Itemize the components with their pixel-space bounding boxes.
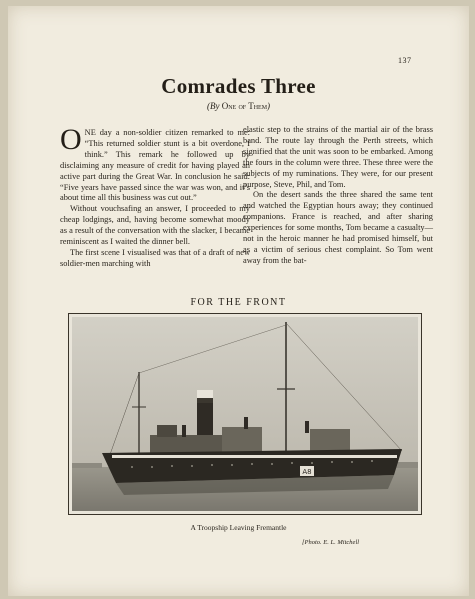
photo-frame [68, 313, 422, 515]
troopship-photo [72, 317, 418, 511]
photo-credit: [Photo. E. L. Mitchell [302, 539, 360, 546]
paragraph: elastic step to the strains of the martial air of the brass band. The route lay through the Perth streets, which signified that the unit was soon to be embarked. Among the fours in the column were three. These three were the subjects of my ruminations. They were, for our present purpose, Steve, Phil, and Tom. [243, 125, 433, 189]
byline-close: ) [267, 101, 271, 111]
paragraph: Without vouchsafing an answer, I proceeded to my cheap lodgings, and, having become somewhat moody as a result of the conversation with the slacker, I became reminiscent as I waited the dinner bell. [60, 204, 250, 247]
photo-caption: A Troopship Leaving Fremantle [190, 523, 287, 532]
book-page [8, 6, 469, 596]
paragraph-text: day a non-soldier citizen remarked to me: “This returned soldier stunt is a bit overdone, I think.” This remark he followed up by disclaiming any measure of credit for having played an active part during the Great War. In conclusion he said: “Five years have passed since the war was won, and it’s about time all this business was cut out.” [60, 128, 250, 203]
article-title: Comrades Three [161, 74, 316, 98]
byline [8, 101, 469, 111]
byline-open: (By [206, 101, 222, 111]
hull-marking: A8 [302, 468, 312, 476]
byline-author: One of Them [221, 101, 268, 111]
lead-word: NE [84, 128, 96, 137]
page-number: 137 [398, 56, 412, 65]
paragraph [60, 123, 250, 204]
section-heading: FOR THE FRONT [190, 297, 287, 308]
drop-cap: O [60, 123, 82, 156]
paragraph: On the desert sands the three shared the same tent and watched the Egyptian hours away; they continued companions. France is reached, and after sharing experiences for some months, Tom became a casualty—not in the heroic manner he had promised himself, but as a victim of serious chest complaint. So Tom went away from the bat- [243, 190, 433, 265]
text-column-right [243, 125, 433, 267]
paragraph: The first scene I visualised was that of a draft of new soldier-men marching with [60, 247, 250, 268]
text-column-left [60, 123, 250, 270]
